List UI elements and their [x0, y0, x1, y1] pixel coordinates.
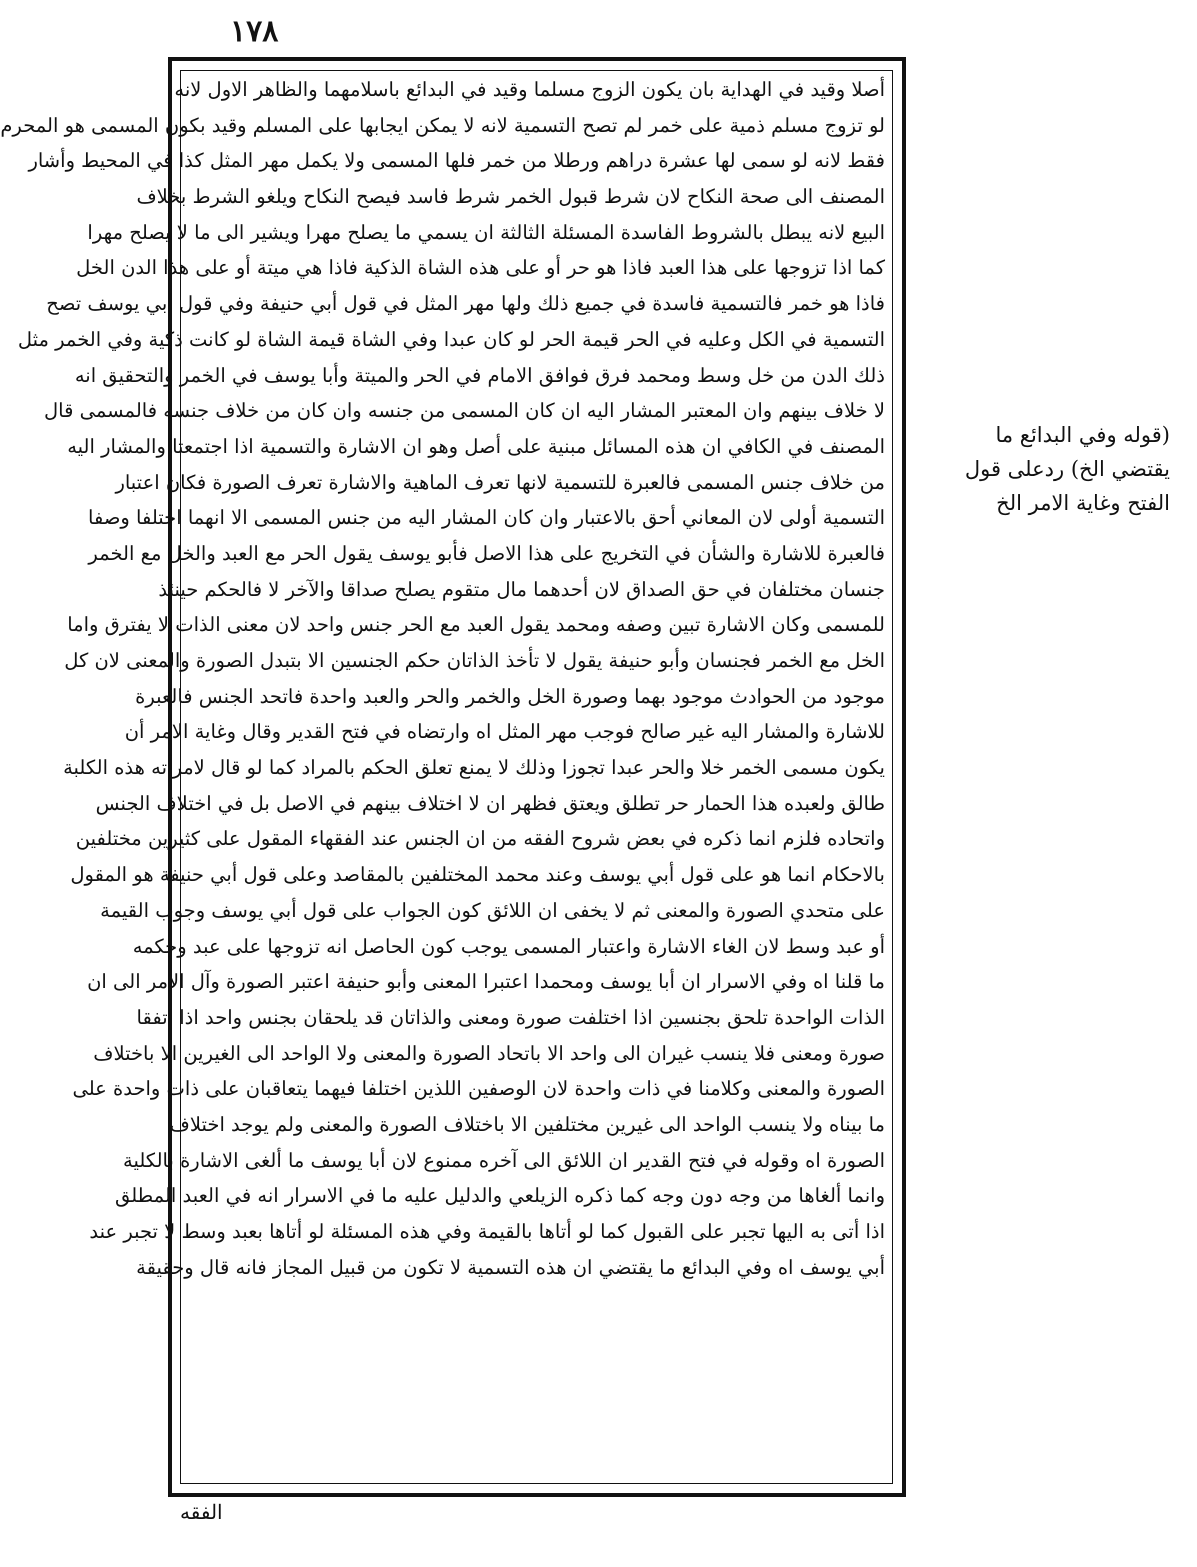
- text-line: أبي يوسف اه وفي البدائع ما يقتضي ان هذه التسمية لا تكون من قبيل المجاز فانه قال وحقيقة: [136, 1255, 885, 1279]
- text-line: على متحدي الصورة والمعنى ثم لا يخفى ان اللائق كون الجواب على قول أبي يوسف وجوب القيمة: [100, 898, 885, 922]
- text-line: اذا أتى به اليها تجبر على القبول كما لو أتاها بالقيمة وفي هذه المسئلة لو أتاها بعبد وسط لا تجبر عند: [89, 1220, 885, 1243]
- text-line: طالق ولعبده هذا الحمار حر تطلق ويعتق فظهر ان لا اختلاف بينهم في الاصل بل في اختلاف الجنس: [95, 791, 885, 815]
- margin-note: [912, 418, 1170, 520]
- text-line: المصنف الى صحة النكاح لان شرط قبول الخمر شرط فاسد فيصح النكاح ويلغو الشرط بخلاف: [136, 185, 885, 209]
- text-line: فقط لانه لو سمى لها عشرة دراهم ورطلا من خمر فلها المسمى ولا يكمل مهر المثل كذا في المحيط وأشار: [28, 149, 885, 173]
- main-text-block: [0, 72, 887, 1482]
- text-line: جنسان مختلفان في حق الصداق لان أحدهما مال متقوم يصلح صداقا والآخر لا فالحكم حينئذ: [158, 577, 885, 601]
- text-line: البيع لانه يبطل بالشروط الفاسدة المسئلة الثالثة ان يسمي ما يصلح مهرا ويشير الى ما لا يصلح مهرا: [87, 220, 885, 244]
- text-line: ما قلنا اه وفي الاسرار ان أبا يوسف ومحمدا اعتبرا المعنى وأبو حنيفة اعتبر الصورة وآل الامر الى ان: [87, 970, 885, 994]
- text-line: ما بيناه ولا ينسب الواحد الى غيرين مختلفين الا باختلاف الصورة والمعنى ولم يوجد اختلاف: [169, 1112, 885, 1136]
- text-line: أو عبد وسط لان الغاء الاشارة واعتبار المسمى يوجب كون الحاصل انه تزوجها على عبد وحكمه: [132, 934, 885, 958]
- text-line: يكون مسمى الخمر خلا والحر عبدا تجوزا وذلك لا يمنع تعلق الحكم بالمراد كما لو قال لامرأته هذه الكلبة: [63, 756, 885, 780]
- text-line: فاذا هو خمر فالتسمية فاسدة في جميع ذلك ولها مهر المثل في قول أبي حنيفة وفي قول أبي يوسف تصح: [46, 292, 885, 316]
- text-line: فالعبرة للاشارة والشأن في التخريج على هذا الاصل فأبو يوسف يقول الحر مع العبد والخل مع الخمر: [88, 541, 885, 565]
- text-line: لا خلاف بينهم وان المعتبر المشار اليه ان كان المسمى من جنسه وان كان من خلاف جنسه فالمسمى قال: [44, 399, 885, 423]
- text-line: للمسمى وكان الاشارة تبين وصفه ومحمد يقول العبد مع الحر جنس واحد لان معنى الذات لا يفترق واما: [67, 613, 885, 637]
- margin-note-line: (قوله وفي البدائع ما: [995, 423, 1170, 447]
- text-line: وانما ألغاها من وجه دون وجه كما ذكره الزيلعي والدليل عليه ما في الاسرار انه في العبد المطلق: [114, 1184, 885, 1208]
- text-line: صورة ومعنى فلا ينسب غيران الى واحد الا باتحاد الصورة والمعنى ولا الواحد الى الغيرين الا باختلاف: [93, 1041, 885, 1065]
- text-line: لو تزوج مسلم ذمية على خمر لم تصح التسمية لانه لا يمكن ايجابها على المسلم وقيد بكون المسمى هو المحرم: [0, 113, 885, 137]
- page-number: ١٧٨: [230, 14, 279, 49]
- text-line: بالاحكام انما هو على قول أبي يوسف وعند محمد المختلفين بالمقاصد وعلى قول أبي حنيفة هو المقول: [70, 863, 885, 887]
- text-line: الصورة اه وقوله في فتح القدير ان اللائق الى آخره ممنوع لان أبا يوسف ما ألغى الاشارة بالكلية: [123, 1148, 885, 1172]
- text-line: المصنف في الكافي ان هذه المسائل مبنية على أصل وهو ان الاشارة والتسمية اذا اجتمعتا والمشار اليه: [67, 434, 885, 458]
- text-line: من خلاف جنس المسمى فالعبرة للتسمية لانها تعرف الماهية والاشارة تعرف الصورة فكان اعتبار: [115, 470, 885, 494]
- text-line: الصورة والمعنى وكلامنا في ذات واحدة لان الوصفين اللذين اختلفا فيهما يتعاقبان على ذات واحدة على: [72, 1077, 885, 1101]
- text-line: الخل مع الخمر فجنسان وأبو حنيفة يقول لا تأخذ الذاتان حكم الجنسين الا بتبدل الصورة والمعنى لان كل: [64, 649, 885, 672]
- margin-note-line: الفتح وغاية الامر الخ: [996, 491, 1170, 515]
- text-line: واتحاده فلزم انما ذكره في بعض شروح الفقه من ان الجنس عند الفقهاء المقول على كثيرين مختلفين: [75, 827, 885, 851]
- text-line: ذلك الدن من خل وسط ومحمد فرق فوافق الامام في الحر والميتة وأبا يوسف في الخمر والتحقيق انه: [74, 363, 885, 387]
- text-line: موجود من الحوادث موجود بهما وصورة الخل والخمر والحر والعبد واحدة فاتحد الجنس فالعبرة: [135, 684, 885, 708]
- text-line: الذات الواحدة تلحق بجنسين اذا اختلفت صورة ومعنى والذاتان قد يلحقان بجنس واحد اذا اتفقا: [136, 1005, 885, 1029]
- text-line: كما اذا تزوجها على هذا العبد فاذا هو حر أو على هذه الشاة الذكية فاذا هي ميتة أو على هذا الدن الخل: [76, 256, 885, 280]
- footer-catchword: الفقه: [180, 1500, 223, 1524]
- text-line: التسمية أولى لان المعاني أحق بالاعتبار وان كان المشار اليه من جنس المسمى الا انهما اختلفا وصفا: [88, 506, 885, 530]
- margin-note-line: يقتضي الخ) ردعلى قول: [964, 457, 1170, 481]
- text-line: أصلا وقيد في الهداية بان يكون الزوج مسلما وقيد في البدائع باسلامهما والظاهر الاول لانه: [174, 78, 885, 101]
- text-line: التسمية في الكل وعليه في الحر قيمة الحر لو كان عبدا وفي الشاة قيمة الشاة لو كانت ذكية وفي الخمر مثل: [17, 327, 885, 351]
- text-line: للاشارة والمشار اليه غير صالح فوجب مهر المثل اه وارتضاه في فتح القدير وقال وغاية الامر أن: [124, 720, 885, 744]
